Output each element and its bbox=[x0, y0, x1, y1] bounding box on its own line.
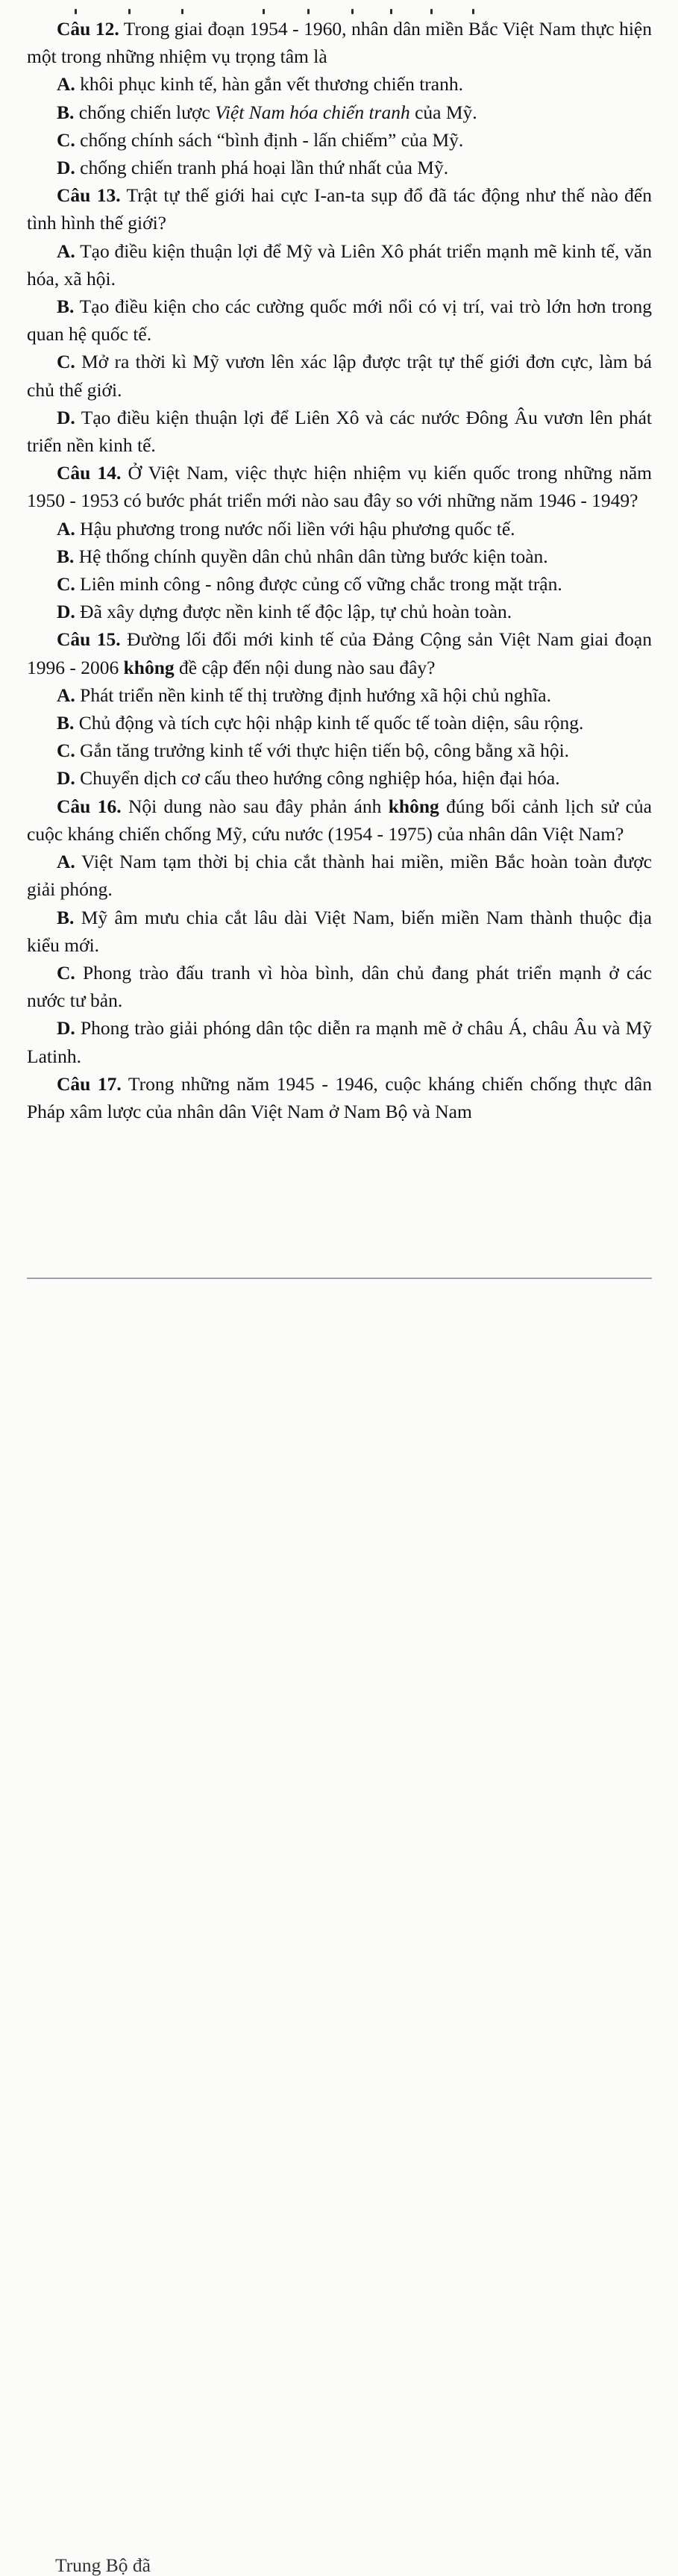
question-text: Trật tự thế giới hai cực I-an-ta sụp đổ đã tác động như thế nào đến tình hình thế giới? bbox=[27, 184, 652, 234]
option-letter: D. bbox=[57, 1017, 75, 1040]
option-d[interactable] bbox=[27, 764, 652, 792]
option-text: chống chính sách “bình định - lấn chiếm” của Mỹ. bbox=[75, 128, 464, 151]
option-letter: D. bbox=[57, 601, 75, 623]
question-12 bbox=[27, 15, 652, 181]
cropped-next-line bbox=[0, 1275, 678, 2576]
option-letter: D. bbox=[57, 767, 75, 790]
question-15 bbox=[27, 625, 652, 792]
option-letter: A. bbox=[57, 517, 75, 540]
question-text: Nội dung nào sau đây phản ánh bbox=[121, 795, 389, 817]
option-d[interactable] bbox=[27, 404, 652, 459]
option-text: chống chiến lược bbox=[74, 101, 216, 123]
question-stem bbox=[27, 459, 652, 514]
question-14 bbox=[27, 459, 652, 625]
option-c[interactable] bbox=[27, 737, 652, 764]
question-stem bbox=[27, 1070, 652, 1125]
question-number: Câu 13. bbox=[57, 184, 121, 207]
option-text: Gắn tăng trưởng kinh tế với thực hiện tiến bộ, công bằng xã hội. bbox=[75, 740, 570, 762]
option-text: Chuyển dịch cơ cấu theo hướng công nghiệp hóa, hiện đại hóa. bbox=[75, 767, 560, 790]
option-text: Liên minh công - nông được củng cố vững chắc trong mặt trận. bbox=[75, 573, 562, 595]
option-b[interactable] bbox=[27, 293, 652, 348]
question-16 bbox=[27, 793, 652, 1070]
cutoff-text: Trung Bộ đã bbox=[55, 2554, 151, 2576]
option-letter: A. bbox=[57, 684, 75, 706]
option-a[interactable] bbox=[27, 681, 652, 709]
option-letter: C. bbox=[57, 961, 75, 984]
question-number: Câu 15. bbox=[57, 628, 121, 651]
option-letter: C. bbox=[57, 573, 75, 595]
option-text: Tạo điều kiện cho các cường quốc mới nổi có vị trí, vai trò lớn hơn trong quan hệ quốc tế. bbox=[27, 296, 652, 346]
option-letter: A. bbox=[57, 73, 75, 96]
option-letter: B. bbox=[57, 296, 75, 318]
option-letter: A. bbox=[57, 240, 75, 262]
option-letter: B. bbox=[57, 712, 75, 734]
question-text: Trong những năm 1945 - 1946, cuộc kháng chiến chống thực dân Pháp xâm lược của nhân dân Việt Nam ở Nam Bộ và Nam bbox=[27, 1072, 652, 1122]
option-c[interactable] bbox=[27, 126, 652, 154]
option-c[interactable] bbox=[27, 570, 652, 598]
option-c[interactable] bbox=[27, 959, 652, 1014]
question-text: Đường lối đổi mới kinh tế của Đảng Cộng sản Việt Nam giai đoạn 1996 - 2006 bbox=[27, 628, 652, 678]
option-letter: C. bbox=[57, 740, 75, 762]
option-letter: A. bbox=[57, 851, 75, 873]
question-number: Câu 17. bbox=[57, 1072, 122, 1095]
option-text: của Mỹ. bbox=[409, 101, 477, 123]
option-text: Tạo điều kiện thuận lợi để Liên Xô và các nước Đông Âu vươn lên phát triển nền kinh tế. bbox=[27, 406, 652, 457]
option-a[interactable] bbox=[27, 70, 652, 98]
option-italic-term: Việt Nam hóa chiến tranh bbox=[215, 101, 410, 123]
cropped-previous-line bbox=[0, 0, 678, 16]
question-number: Câu 12. bbox=[57, 18, 119, 40]
option-b[interactable] bbox=[27, 543, 652, 570]
question-stem bbox=[27, 793, 652, 848]
option-text: Mở ra thời kì Mỹ vươn lên xác lập được trật tự thế giới đơn cực, làm bá chủ thế giới. bbox=[27, 351, 652, 401]
option-text: Hệ thống chính quyền dân chủ nhân dân từng bước kiện toàn. bbox=[74, 545, 548, 567]
option-text: Mỹ âm mưu chia cắt lâu dài Việt Nam, biến miền Nam thành thuộc địa kiểu mới. bbox=[27, 906, 652, 956]
option-letter: C. bbox=[57, 351, 75, 373]
option-c[interactable] bbox=[27, 348, 652, 403]
option-letter: B. bbox=[57, 906, 75, 928]
option-text: Phong trào giải phóng dân tộc diễn ra mạnh mẽ ở châu Á, châu Âu và Mỹ Latinh. bbox=[27, 1017, 652, 1067]
option-text: khôi phục kinh tế, hàn gắn vết thương chiến tranh. bbox=[75, 73, 463, 96]
option-b[interactable] bbox=[27, 904, 652, 959]
option-text: Việt Nam tạm thời bị chia cắt thành hai miền, miền Bắc hoàn toàn được giải phóng. bbox=[27, 851, 652, 901]
option-d[interactable] bbox=[27, 1014, 652, 1069]
option-a[interactable] bbox=[27, 848, 652, 903]
option-letter: C. bbox=[57, 128, 75, 151]
question-17 bbox=[27, 1070, 652, 1125]
option-text: Phong trào đấu tranh vì hòa bình, dân chủ đang phát triển mạnh ở các nước tư bản. bbox=[27, 961, 652, 1012]
option-d[interactable] bbox=[27, 154, 652, 181]
question-text: đề cập đến nội dung nào sau đây? bbox=[174, 656, 436, 678]
question-stem bbox=[27, 625, 652, 681]
question-text: Ở Việt Nam, việc thực hiện nhiệm vụ kiến quốc trong những năm 1950 - 1953 có bước phát triển mới nào sau đây so với những năm 1946 - 1949? bbox=[27, 462, 652, 512]
option-text: Tạo điều kiện thuận lợi để Mỹ và Liên Xô phát triển mạnh mẽ kinh tế, văn hóa, xã hội. bbox=[27, 240, 652, 290]
question-text: đúng bối cảnh lịch sử của cuộc kháng chiến chống Mỹ, cứu nước (1954 - 1975) của nhân dân Việt Nam? bbox=[27, 795, 652, 845]
option-a[interactable] bbox=[27, 237, 652, 293]
option-a[interactable] bbox=[27, 515, 652, 543]
option-b[interactable] bbox=[27, 709, 652, 737]
negation-keyword: không bbox=[388, 795, 439, 817]
question-13 bbox=[27, 181, 652, 459]
option-letter: D. bbox=[57, 406, 75, 428]
option-text: Hậu phương trong nước nối liền với hậu phương quốc tế. bbox=[75, 517, 515, 540]
negation-keyword: không bbox=[123, 656, 175, 678]
exam-page bbox=[27, 15, 652, 1125]
question-number: Câu 14. bbox=[57, 462, 122, 484]
option-letter: B. bbox=[57, 101, 75, 123]
option-text: chống chiến tranh phá hoại lần thứ nhất của Mỹ. bbox=[75, 157, 449, 179]
option-text: Chủ động và tích cực hội nhập kinh tế quốc tế toàn diện, sâu rộng. bbox=[74, 712, 584, 734]
question-stem bbox=[27, 181, 652, 237]
question-number: Câu 16. bbox=[57, 795, 122, 817]
option-letter: D. bbox=[57, 157, 75, 179]
option-letter: B. bbox=[57, 545, 75, 567]
option-text: Phát triển nền kinh tế thị trường định hướng xã hội chủ nghĩa. bbox=[75, 684, 551, 706]
option-d[interactable] bbox=[27, 598, 652, 625]
question-stem bbox=[27, 15, 652, 70]
option-text: Đã xây dựng được nền kinh tế độc lập, tự chủ hoàn toàn. bbox=[75, 601, 512, 623]
option-b[interactable] bbox=[27, 99, 652, 126]
question-text: Trong giai đoạn 1954 - 1960, nhân dân miền Bắc Việt Nam thực hiện một trong những nhiệm vụ trọng tâm là bbox=[27, 18, 652, 68]
